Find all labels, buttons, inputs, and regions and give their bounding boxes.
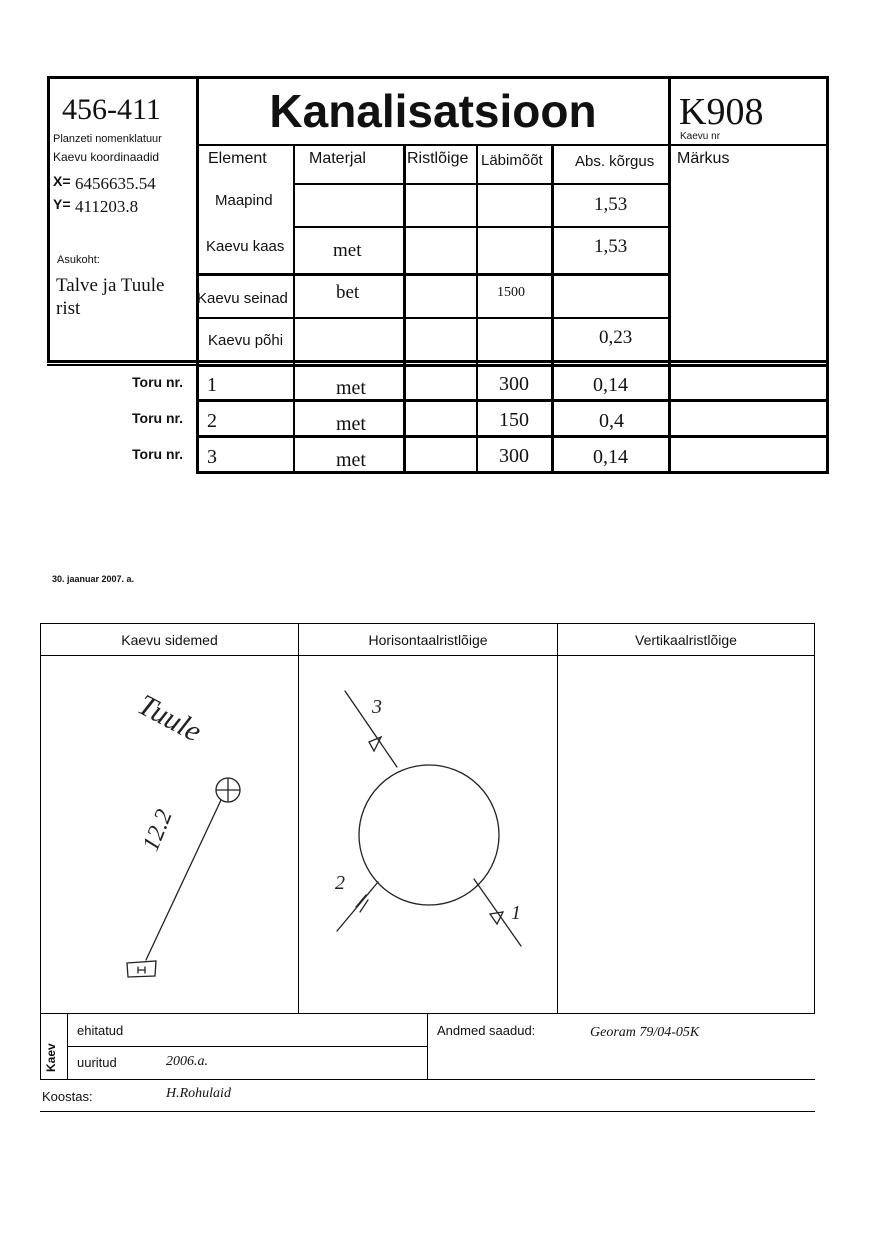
- built-label: ehitatud: [77, 1023, 124, 1038]
- data-source-value: Georam 79/04-05K: [590, 1025, 700, 1040]
- location-value-line2: rist: [56, 298, 81, 319]
- surveyed-value: 2006.a.: [166, 1054, 208, 1069]
- header-height: Abs. kõrgus: [575, 153, 655, 170]
- distance-label: 12.2: [138, 806, 178, 855]
- sketch-col-links: Kaevu sidemed: [121, 632, 218, 648]
- pipe-label: Toru nr.: [132, 446, 184, 462]
- pipe-material: met: [336, 449, 366, 471]
- pipe-diameter: 300: [499, 373, 529, 395]
- pipe-diameter: 300: [499, 445, 529, 467]
- pipe-label-1: 1: [511, 902, 521, 924]
- pipe-diameter: 150: [499, 409, 529, 431]
- compiled-value: H.Rohulaid: [166, 1086, 231, 1101]
- pipe-nr: 1: [207, 374, 217, 396]
- sketch-col-horizontal: Horisontaalristlõige: [368, 632, 488, 648]
- pipe-label-3: 3: [372, 696, 382, 718]
- pipe-nr: 2: [207, 410, 217, 432]
- surveyed-label: uuritud: [77, 1055, 117, 1070]
- row-material: bet: [336, 282, 360, 303]
- hydrant-symbol: [127, 961, 156, 977]
- nomenclature-value: 456-411: [62, 93, 161, 126]
- header-remarks: Märkus: [677, 150, 730, 167]
- well-side-label: Kaev: [44, 1043, 58, 1072]
- pipe-height: 0,14: [593, 446, 628, 468]
- location-label: Asukoht:: [57, 254, 100, 266]
- sketch-col-vertical: Vertikaalristlõige: [635, 632, 737, 648]
- row-diameter: 1500: [497, 285, 525, 300]
- row-element: Kaevu kaas: [206, 238, 285, 255]
- pipe-label-2: 2: [335, 872, 345, 894]
- nomenclature-label: Planzeti nomenklatuur: [53, 133, 162, 145]
- row-height: 0,23: [599, 327, 633, 348]
- well-number: K908: [679, 91, 764, 133]
- pipe-material: met: [336, 377, 366, 399]
- row-height: 1,53: [594, 194, 628, 215]
- coordinates-label: Kaevu koordinaadid: [53, 150, 160, 164]
- header-diameter: Läbimõõt: [481, 152, 543, 169]
- header-element: Element: [208, 150, 267, 167]
- pipe-height: 0,4: [599, 410, 624, 432]
- street-label: Tuule: [132, 688, 207, 749]
- pipe-label: Toru nr.: [132, 410, 184, 426]
- pipe-label: Toru nr.: [132, 374, 184, 390]
- pipe-3-line: [345, 691, 397, 767]
- x-value: 6456635.54: [75, 174, 156, 193]
- pipe-material: met: [336, 413, 366, 435]
- pipe-nr: 3: [207, 446, 217, 468]
- row-element: Maapind: [215, 192, 273, 209]
- document-date: 30. jaanuar 2007. a.: [52, 574, 135, 584]
- row-element: Kaevu põhi: [208, 332, 284, 349]
- well-number-label: Kaevu nr: [680, 131, 721, 142]
- row-material: met: [333, 240, 362, 261]
- row-height: 1,53: [594, 236, 628, 257]
- pipe-height: 0,14: [593, 374, 628, 396]
- page-title: Kanalisatsioon: [269, 85, 597, 137]
- data-source-label: Andmed saadud:: [437, 1023, 536, 1038]
- compiled-label: Koostas:: [42, 1089, 93, 1104]
- row-element: Kaevu seinad: [197, 290, 288, 307]
- y-label: Y=: [53, 196, 71, 212]
- header-material: Materjal: [309, 150, 366, 167]
- y-value: 411203.8: [75, 197, 139, 216]
- x-label: X=: [53, 173, 71, 189]
- header-section: Ristlõige: [407, 150, 469, 167]
- location-value-line1: Talve ja Tuule: [56, 275, 165, 296]
